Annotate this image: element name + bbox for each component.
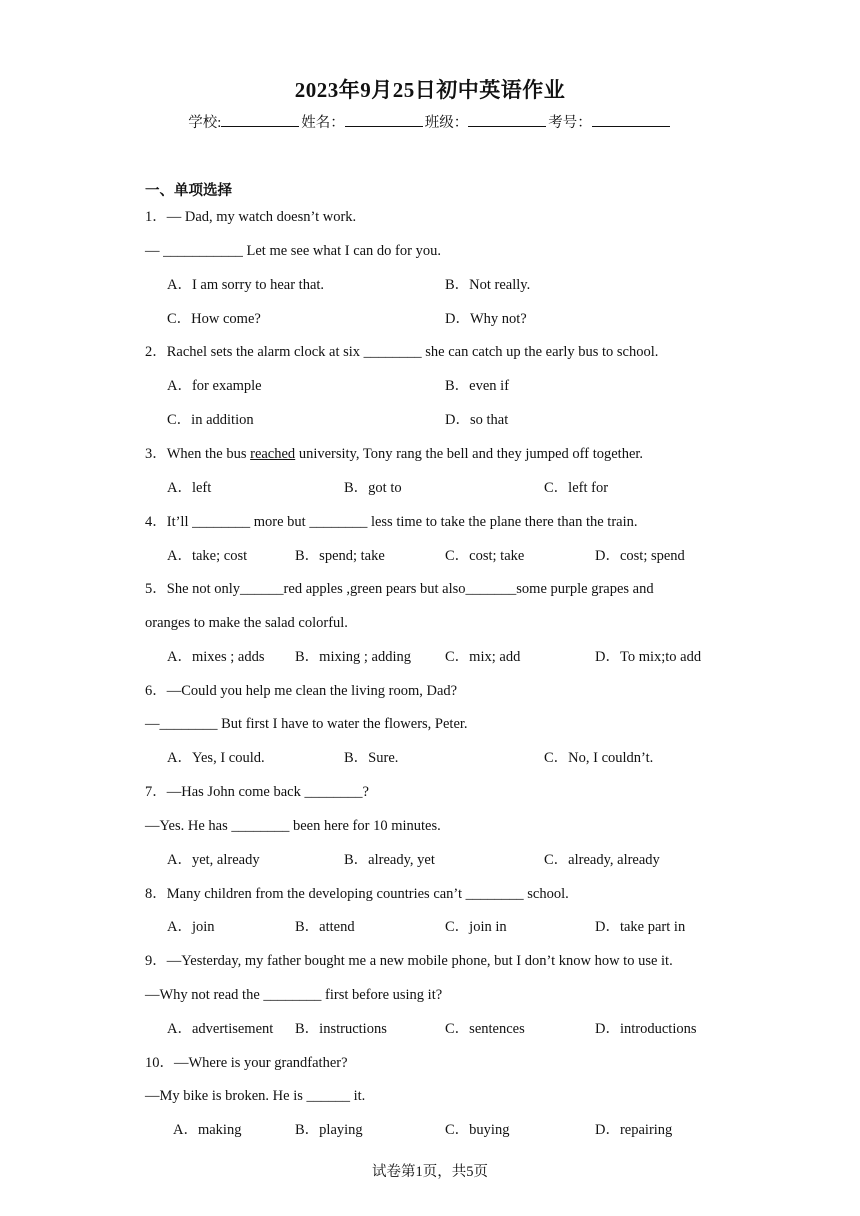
question-1-line-2: — ___________ Let me see what I can do for you. <box>145 243 441 259</box>
option-d[interactable]: D．Why not? <box>445 311 527 327</box>
question-9-line-2: —Why not read the ________ first before using it? <box>145 987 443 1003</box>
question-5-line-2: oranges to make the salad colorful. <box>145 615 348 631</box>
option-b[interactable]: B．even if <box>445 378 510 394</box>
option-b[interactable]: B．instructions <box>295 1021 387 1037</box>
option-b[interactable]: B．attend <box>295 919 355 935</box>
option-b[interactable]: B．playing <box>295 1122 363 1138</box>
question-3-text-post: university, Tony rang the bell and they jumped off together. <box>295 446 644 462</box>
option-d[interactable]: D．repairing <box>595 1122 673 1138</box>
school-label: 学校: <box>188 115 222 131</box>
option-a[interactable]: A．Yes, I could. <box>167 750 265 766</box>
question-5-line-1: 5．She not only______red apples ,green pears but also_______some purple grapes and <box>145 581 654 597</box>
option-d[interactable]: D．To mix;to add <box>595 649 702 665</box>
question-10-line-2: —My bike is broken. He is ______ it. <box>145 1088 366 1104</box>
exam-no-blank[interactable] <box>592 113 670 127</box>
option-a[interactable]: A．for example <box>167 378 262 394</box>
option-c[interactable]: C．left for <box>544 480 609 496</box>
question-10-line-1: 10．—Where is your grandfather? <box>145 1055 348 1071</box>
page-footer: 试卷第1页，共5页 <box>372 1164 488 1180</box>
option-c[interactable]: C．buying <box>445 1122 510 1138</box>
student-info-line <box>0 111 860 132</box>
class-blank[interactable] <box>468 113 546 127</box>
option-a[interactable]: A．I am sorry to hear that. <box>167 277 325 293</box>
class-label: 班级： <box>424 115 469 131</box>
option-b[interactable]: B．already, yet <box>344 852 435 868</box>
question-3-line-1 <box>145 444 643 464</box>
option-a[interactable]: A．join <box>167 919 215 935</box>
question-8-line-1: 8．Many children from the developing countries can’t ________ school. <box>145 886 569 902</box>
option-a[interactable]: A．advertisement <box>167 1021 274 1037</box>
option-b[interactable]: B．spend; take <box>295 548 385 564</box>
option-b[interactable]: B．Sure. <box>344 750 399 766</box>
option-d[interactable]: D．take part in <box>595 919 686 935</box>
option-c[interactable]: C．in addition <box>167 412 254 428</box>
option-a[interactable]: A．making <box>173 1122 242 1138</box>
option-c[interactable]: C．cost; take <box>445 548 525 564</box>
option-b[interactable]: B．got to <box>344 480 402 496</box>
option-a[interactable]: A．left <box>167 480 212 496</box>
question-7-line-1: 7．—Has John come back ________? <box>145 784 369 800</box>
option-d[interactable]: D．introductions <box>595 1021 697 1037</box>
question-6-line-1: 6．—Could you help me clean the living room, Dad? <box>145 683 458 699</box>
section-heading: 一、单项选择 <box>145 183 232 199</box>
option-d[interactable]: D．so that <box>445 412 509 428</box>
option-c[interactable]: C．No, I couldn’t. <box>544 750 654 766</box>
underlined-word: reached <box>250 446 296 462</box>
question-2-line-1: 2．Rachel sets the alarm clock at six ________ she can catch up the early bus to school. <box>145 344 659 360</box>
school-blank[interactable] <box>221 113 299 127</box>
name-blank[interactable] <box>345 113 423 127</box>
question-3-text-pre: 3．When the bus <box>145 446 251 462</box>
option-b[interactable]: B．mixing ; adding <box>295 649 411 665</box>
option-c[interactable]: C．mix; add <box>445 649 521 665</box>
question-6-line-2: —________ But first I have to water the flowers, Peter. <box>145 716 468 732</box>
option-d[interactable]: D．cost; spend <box>595 548 685 564</box>
question-4-line-1: 4．It’ll ________ more but ________ less time to take the plane there than the train. <box>145 514 638 530</box>
option-b[interactable]: B．Not really. <box>445 277 531 293</box>
question-1-line-1: 1．— Dad, my watch doesn’t work. <box>145 209 357 225</box>
exam-no-label: 考号： <box>548 115 592 131</box>
question-9-line-1: 9．—Yesterday, my father bought me a new mobile phone, but I don’t know how to use it. <box>145 953 673 969</box>
page-title: 2023年9月25日初中英语作业 <box>294 78 566 102</box>
name-label: 姓名： <box>301 115 345 131</box>
option-c[interactable]: C．How come? <box>167 311 261 327</box>
question-7-line-2: —Yes. He has ________ been here for 10 minutes. <box>145 818 441 834</box>
option-a[interactable]: A．take; cost <box>167 548 248 564</box>
option-a[interactable]: A．mixes ; adds <box>167 649 265 665</box>
option-c[interactable]: C．join in <box>445 919 507 935</box>
option-c[interactable]: C．already, already <box>544 852 660 868</box>
option-c[interactable]: C．sentences <box>445 1021 525 1037</box>
option-a[interactable]: A．yet, already <box>167 852 260 868</box>
